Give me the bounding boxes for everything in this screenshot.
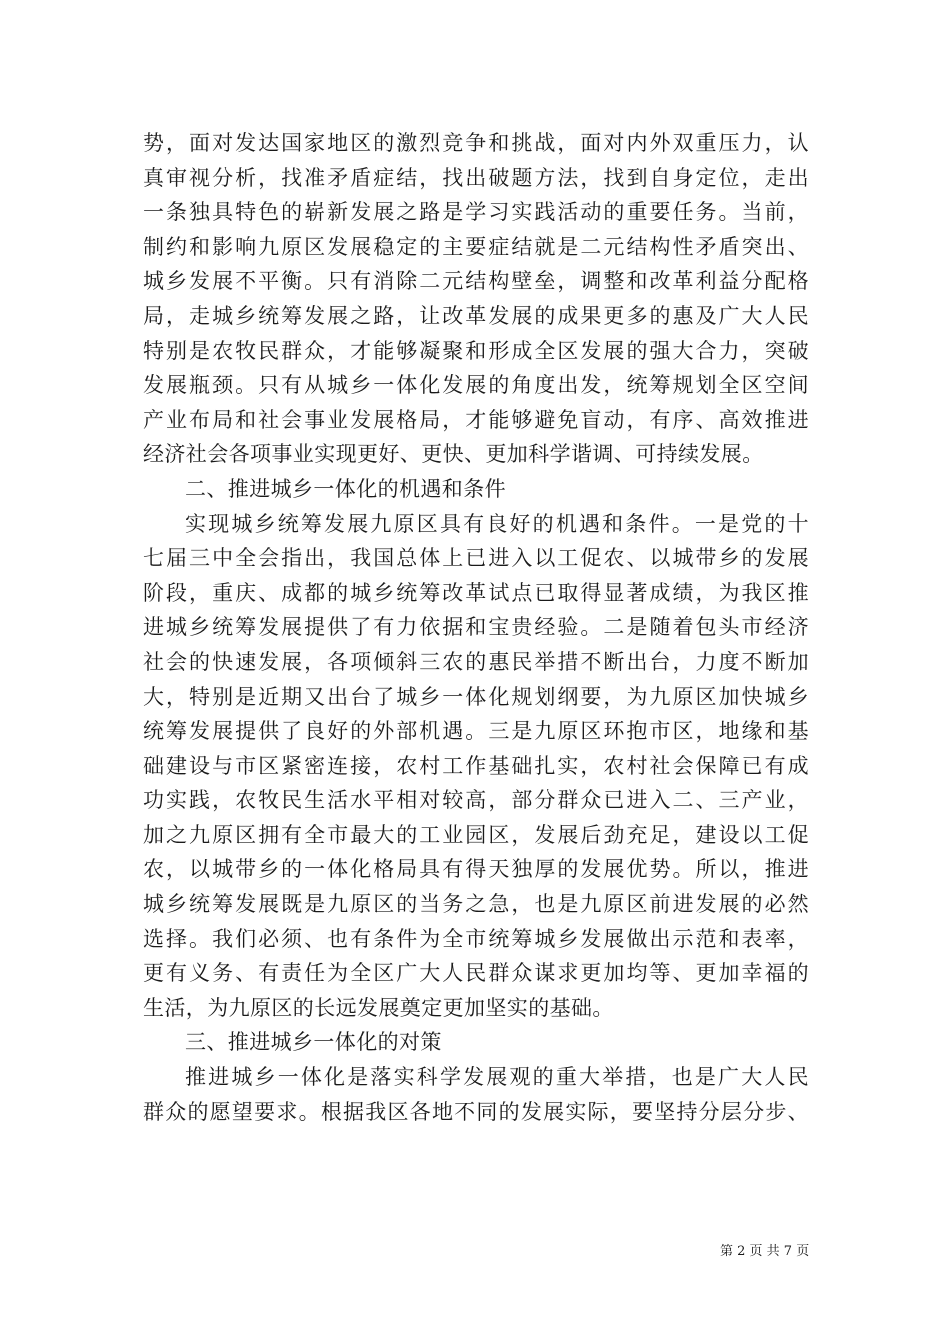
page-number-label: 第 2 页 共 7 页 xyxy=(720,1244,810,1259)
text-line: 真审视分析，找准矛盾症结，找出破题方法，找到自身定位，走出 xyxy=(143,165,809,190)
text-line: 生活，为九原区的长远发展奠定更加坚实的基础。 xyxy=(143,995,614,1020)
text-line: 发展瓶颈。只有从城乡一体化发展的角度出发，统筹规划全区空间 xyxy=(143,373,809,398)
text-line: 城乡发展不平衡。只有消除二元结构壁垒，调整和改革利益分配格 xyxy=(143,269,809,294)
text-line: 大，特别是近期又出台了城乡一体化规划纲要，为九原区加快城乡 xyxy=(143,684,809,709)
text-line: 三、推进城乡一体化的对策 xyxy=(185,1030,442,1055)
text-line: 局，走城乡统筹发展之路，让改革发展的成果更多的惠及广大人民 xyxy=(143,303,809,328)
section-heading xyxy=(143,472,809,507)
text-line: 特别是农牧民群众，才能够凝聚和形成全区发展的强大合力，突破 xyxy=(143,338,809,363)
text-line: 功实践，农牧民生活水平相对较高，部分群众已进入二、三产业， xyxy=(143,788,809,813)
text-line: 实现城乡统筹发展九原区具有良好的机遇和条件。一是党的十 xyxy=(185,511,809,536)
text-line: 统筹发展提供了良好的外部机遇。三是九原区环抱市区，地缘和基 xyxy=(143,719,809,744)
text-line: 制约和影响九原区发展稳定的主要症结就是二元结构性矛盾突出、 xyxy=(143,234,809,259)
section-heading xyxy=(143,1025,809,1060)
text-line: 二、推进城乡一体化的机遇和条件 xyxy=(185,476,506,501)
document-body xyxy=(143,126,809,1129)
page-footer xyxy=(720,1240,809,1259)
text-line: 产业布局和社会事业发展格局，才能够避免盲动，有序、高效推进 xyxy=(143,407,809,432)
text-line: 经济社会各项事业实现更好、更快、更加科学谐调、可持续发展。 xyxy=(143,442,764,467)
paragraph xyxy=(143,126,809,472)
text-line: 进城乡统筹发展提供了有力依据和宝贵经验。二是随着包头市经济 xyxy=(143,615,809,640)
text-line: 城乡统筹发展既是九原区的当务之急，也是九原区前进发展的必然 xyxy=(143,892,809,917)
text-line: 群众的愿望要求。根据我区各地不同的发展实际，要坚持分层分步、 xyxy=(143,1099,809,1124)
text-line: 社会的快速发展，各项倾斜三农的惠民举措不断出台，力度不断加 xyxy=(143,649,809,674)
paragraph xyxy=(143,1060,809,1129)
text-line: 一条独具特色的崭新发展之路是学习实践活动的重要任务。当前， xyxy=(143,200,809,225)
text-line: 阶段，重庆、成都的城乡统筹改革试点已取得显著成绩，为我区推 xyxy=(143,580,809,605)
text-line: 础建设与市区紧密连接，农村工作基础扎实，农村社会保障已有成 xyxy=(143,753,809,778)
text-line: 七届三中全会指出，我国总体上已进入以工促农、以城带乡的发展 xyxy=(143,546,809,571)
text-line: 更有义务、有责任为全区广大人民群众谋求更加均等、更加幸福的 xyxy=(143,961,809,986)
text-line: 农，以城带乡的一体化格局具有得天独厚的发展优势。所以，推进 xyxy=(143,857,809,882)
text-line: 推进城乡一体化是落实科学发展观的重大举措，也是广大人民 xyxy=(185,1065,809,1090)
paragraph xyxy=(143,507,809,1026)
text-line: 选择。我们必须、也有条件为全市统筹城乡发展做出示范和表率， xyxy=(143,926,809,951)
text-line: 加之九原区拥有全市最大的工业园区，发展后劲充足，建设以工促 xyxy=(143,822,809,847)
text-line: 势，面对发达国家地区的激烈竞争和挑战，面对内外双重压力，认 xyxy=(143,131,809,155)
